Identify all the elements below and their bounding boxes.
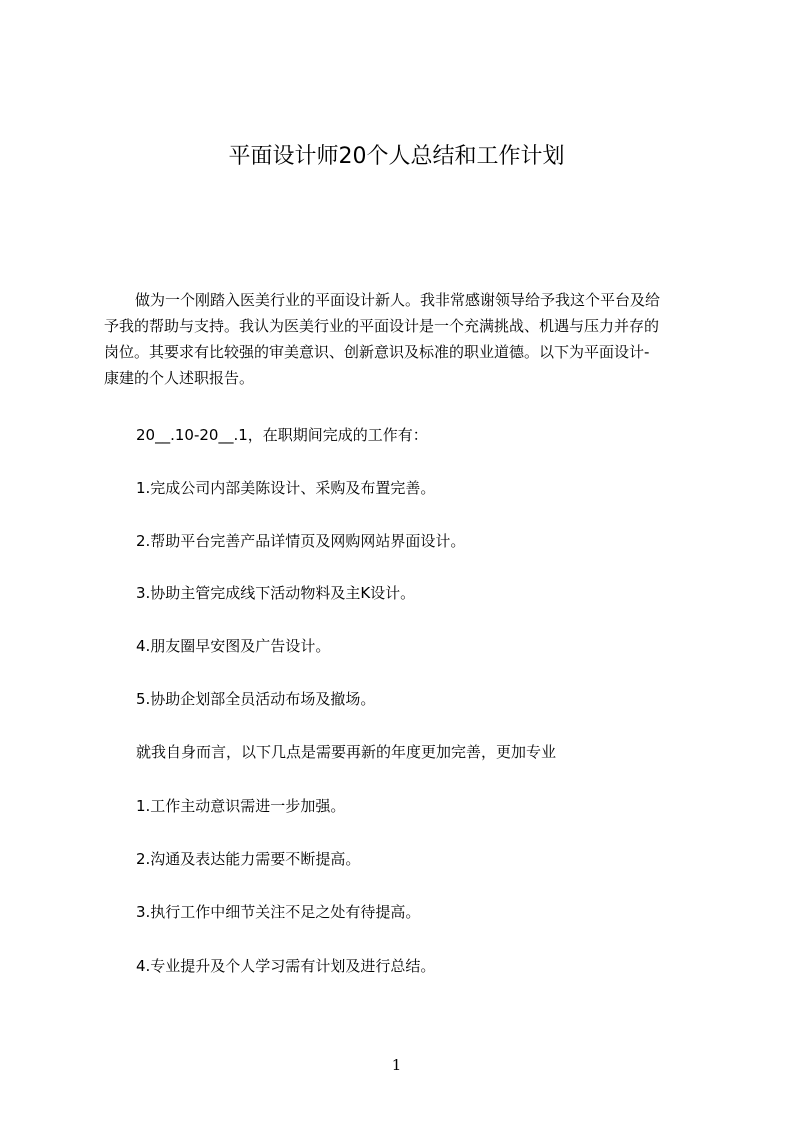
period-line: 20__.10-20__.1，在职期间完成的工作有： [136, 426, 428, 444]
intro-line: 予我的帮助与支持。我认为医美行业的平面设计是一个充满挑战、机遇与压力并存的 [104, 317, 660, 335]
completed-item: 1.完成公司内部美陈设计、采购及布置完善。 [136, 479, 436, 497]
intro-paragraph [104, 287, 700, 391]
completed-item: 2.帮助平台完善产品详情页及网购网站界面设计。 [136, 532, 466, 550]
self-assessment-line: 就我自身而言，以下几点是需要再新的年度更加完善，更加专业 [136, 743, 557, 761]
intro-line: 做为一个刚踏入医美行业的平面设计新人。我非常感谢领导给予我这个平台及给 [135, 291, 661, 309]
improvement-item: 3.执行工作中细节关注不足之处有待提高。 [136, 903, 421, 921]
page-number: 1 [391, 1056, 402, 1074]
improvement-item: 1.工作主动意识需进一步加强。 [136, 797, 346, 815]
completed-item: 5.协助企划部全员活动布场及撤场。 [136, 690, 376, 708]
improvement-item: 2.沟通及表达能力需要不断提高。 [136, 850, 361, 868]
completed-item: 4.朋友圈早安图及广告设计。 [136, 637, 331, 655]
completed-item: 3.协助主管完成线下活动物料及主K设计。 [136, 584, 416, 602]
document-title: 平面设计师20个人总结和工作计划 [228, 144, 565, 169]
intro-line: 康建的个人述职报告。 [104, 369, 255, 387]
improvement-item: 4.专业提升及个人学习需有计划及进行总结。 [136, 957, 436, 975]
intro-line: 岗位。其要求有比较强的审美意识、创新意识及标准的职业道德。以下为平面设计- [104, 343, 650, 361]
